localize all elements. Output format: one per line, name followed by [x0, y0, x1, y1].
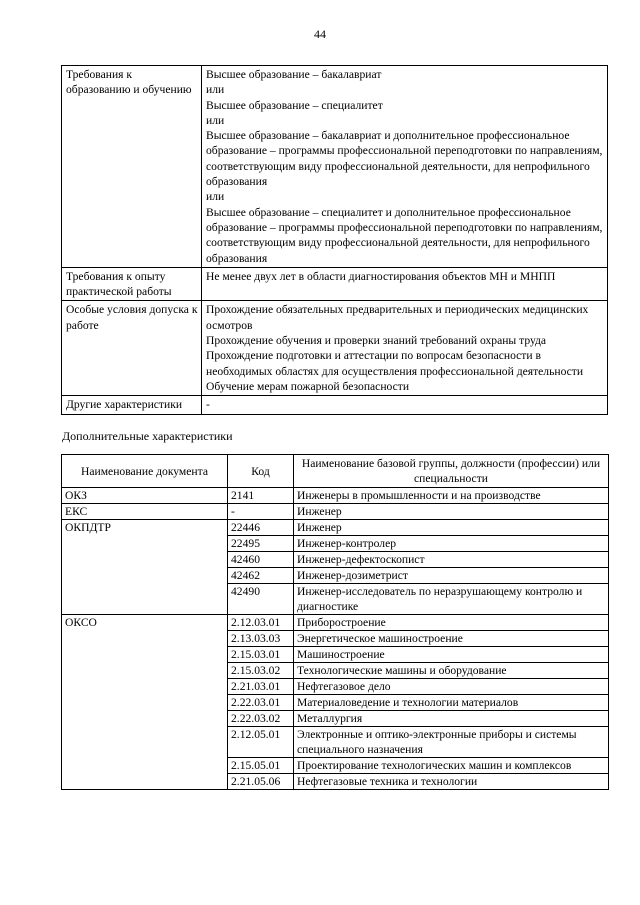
requirement-label: Особые условия допуска к работе	[62, 301, 202, 396]
table-row	[62, 520, 609, 536]
requirement-line: или	[206, 83, 225, 97]
header-code: Код	[228, 455, 294, 488]
group-name-cell: Инженер	[294, 520, 609, 536]
document-name-cell: ОКСО	[62, 615, 228, 790]
header-document-name: Наименование документа	[62, 455, 228, 488]
code-cell: 2.12.03.01	[228, 615, 294, 631]
code-cell: 2141	[228, 488, 294, 504]
code-cell: 2.21.03.01	[228, 679, 294, 695]
table-row	[62, 396, 608, 414]
requirement-line: или	[206, 190, 225, 204]
requirement-line: Высшее образование – специалитет и дополнительное профессиональное образование – программы профессиональной переподготовки по направлениям, соответствующим виду профессиональной деятельности, для непрофильного образования	[206, 205, 603, 265]
group-name-cell: Инженер-дозиметрист	[294, 568, 609, 584]
group-name-cell: Металлургия	[294, 711, 609, 727]
requirement-line: Высшее образование – специалитет	[206, 98, 383, 112]
table-row	[62, 66, 608, 268]
group-name-cell: Материаловедение и технологии материалов	[294, 695, 609, 711]
group-name-cell: Приборостроение	[294, 615, 609, 631]
requirement-label: Требования к образованию и обучению	[62, 66, 202, 268]
code-cell: 2.15.03.02	[228, 663, 294, 679]
code-cell: 22495	[228, 536, 294, 552]
group-name-cell: Технологические машины и оборудование	[294, 663, 609, 679]
group-name-cell: Нефтегазовое дело	[294, 679, 609, 695]
code-cell: 2.15.03.01	[228, 647, 294, 663]
code-cell: 2.15.05.01	[228, 758, 294, 774]
code-cell: -	[228, 504, 294, 520]
requirement-value	[202, 267, 608, 301]
requirement-label: Требования к опыту практической работы	[62, 267, 202, 301]
table-row	[62, 267, 608, 301]
requirements-table	[61, 65, 608, 415]
requirement-value	[202, 66, 608, 268]
code-cell: 2.12.05.01	[228, 727, 294, 758]
requirement-line: или	[206, 113, 225, 127]
group-name-cell: Инженер-исследователь по неразрушающему контролю и диагностике	[294, 584, 609, 615]
table-row	[62, 615, 609, 631]
requirement-line: Высшее образование – бакалавриат	[206, 68, 382, 81]
code-cell: 2.22.03.02	[228, 711, 294, 727]
group-name-cell: Нефтегазовые техника и технологии	[294, 774, 609, 790]
code-cell: 22446	[228, 520, 294, 536]
document-name-cell: ОКЗ	[62, 488, 228, 504]
group-name-cell: Электронные и оптико-электронные приборы и системы специального назначения	[294, 727, 609, 758]
code-cell: 2.21.05.06	[228, 774, 294, 790]
code-cell: 42460	[228, 552, 294, 568]
requirement-line: Прохождение обязательных предварительных и периодических медицинских осмотров	[206, 303, 589, 332]
group-name-cell: Инженер-контролер	[294, 536, 609, 552]
document-name-cell: ЕКС	[62, 504, 228, 520]
requirement-value	[202, 301, 608, 396]
group-name-cell: Инженеры в промышленности и на производстве	[294, 488, 609, 504]
code-cell: 2.22.03.01	[228, 695, 294, 711]
code-cell: 42462	[228, 568, 294, 584]
requirement-line: Прохождение подготовки и аттестации по вопросам безопасности в необходимых областях для осуществления профессиональной деятельности	[206, 349, 584, 378]
code-cell: 42490	[228, 584, 294, 615]
additional-characteristics-table	[61, 454, 609, 790]
requirement-label: Другие характеристики	[62, 396, 202, 414]
group-name-cell: Инженер	[294, 504, 609, 520]
requirement-line: Обучение мерам пожарной безопасности	[206, 379, 410, 393]
code-cell: 2.13.03.03	[228, 631, 294, 647]
requirement-value	[202, 396, 608, 414]
page-number: 44	[314, 27, 326, 41]
group-name-cell: Энергетическое машиностроение	[294, 631, 609, 647]
requirement-line: Не менее двух лет в области диагностирования объектов МН и МНПП	[206, 269, 556, 283]
group-name-cell: Инженер-дефектоскопист	[294, 552, 609, 568]
group-name-cell: Проектирование технологических машин и комплексов	[294, 758, 609, 774]
table-header-row	[62, 455, 609, 488]
requirement-line: -	[206, 398, 210, 412]
requirement-line: Прохождение обучения и проверки знаний требований охраны труда	[206, 334, 547, 348]
document-name-cell: ОКПДТР	[62, 520, 228, 615]
table-row	[62, 301, 608, 396]
table-row	[62, 488, 609, 504]
header-group-name: Наименование базовой группы, должности (профессии) или специальности	[294, 455, 609, 488]
table-row	[62, 504, 609, 520]
requirement-line: Высшее образование – бакалавриат и дополнительное профессиональное образование – программы профессиональной переподготовки по направлениям, соответствующим виду профессиональной деятельности, для непрофильного образования	[206, 129, 603, 189]
group-name-cell: Машиностроение	[294, 647, 609, 663]
section-caption: Дополнительные характеристики	[62, 429, 233, 443]
